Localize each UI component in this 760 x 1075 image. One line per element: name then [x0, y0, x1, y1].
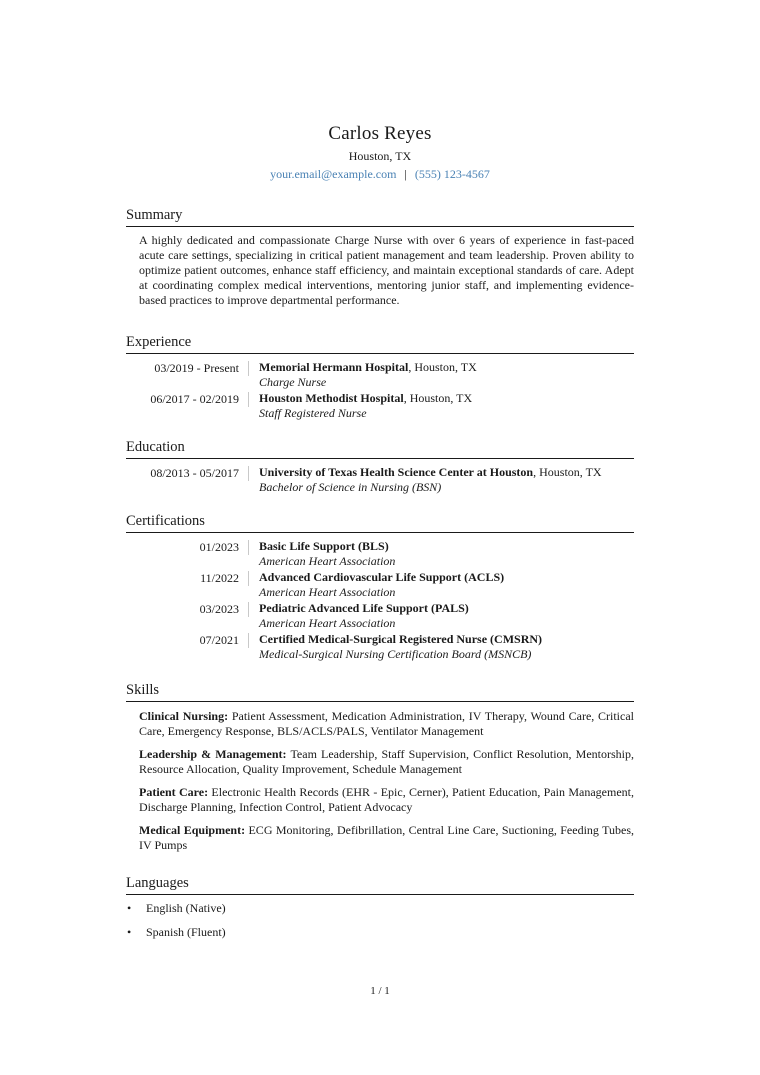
skill-list: Electronic Health Records (EHR - Epic, Cerner), Patient Education, Pain Management, Discharge Planning, Infection Control, Patient Advocacy [139, 785, 634, 814]
experience-section [126, 333, 634, 421]
page-number: 1 / 1 [370, 985, 390, 997]
email-link[interactable]: your.email@example.com [270, 167, 397, 181]
summary-section [126, 206, 634, 308]
entry-date: 08/2013 - 05/2017 [126, 466, 249, 481]
phone-link[interactable]: (555) 123-4567 [414, 167, 490, 181]
language-label: Spanish (Fluent) [146, 925, 226, 939]
contact-line [126, 166, 634, 182]
entry-location: , Houston, TX [533, 465, 602, 479]
entry-organization: Houston Methodist Hospital [259, 391, 404, 405]
experience-entry [126, 391, 634, 421]
resume-page [126, 122, 634, 949]
summary-text: A highly dedicated and compassionate Charge Nurse with over 6 years of experience in fast-paced acute care settings, specializing in critical patient management and team leadership. Proven ability to optimize patient outcomes, enhance staff efficiency, and maintain exceptional standards of care. Adept at coordinating complex medical interventions, mentoring junior staff, and implementing evidence-based practices to improve departmental performance. [139, 233, 634, 307]
section-title-certifications: Certifications [126, 512, 634, 533]
entry-location: , Houston, TX [403, 391, 473, 405]
skill-list: Patient Assessment, Medication Administration, IV Therapy, Wound Care, Critical Care, Emergency Response, BLS/ACLS/PALS, Ventilator Management [139, 709, 635, 738]
section-title-skills: Skills [126, 681, 634, 702]
language-item [126, 925, 634, 940]
certifications-section [126, 512, 634, 662]
experience-entry [126, 360, 634, 390]
bullet-icon: • [127, 925, 132, 939]
entry-date: 06/2017 - 02/2019 [126, 392, 249, 407]
certification-name: Basic Life Support (BLS) [259, 539, 389, 553]
entry-location: , Houston, TX [408, 360, 477, 374]
certification-name: Certified Medical-Surgical Registered Nurse (CMSRN) [259, 632, 543, 646]
section-title-experience: Experience [126, 333, 634, 354]
skill-list: Team Leadership, Staff Supervision, Conflict Resolution, Mentorship, Resource Allocation, Quality Improvement, Schedule Management [139, 747, 634, 776]
skill-group [139, 747, 634, 777]
skill-category: Medical Equipment: [139, 823, 246, 837]
certification-entry [126, 601, 634, 631]
skill-category: Patient Care: [139, 785, 209, 799]
certification-name: Advanced Cardiovascular Life Support (ACLS) [259, 570, 505, 584]
section-title-summary: Summary [126, 206, 634, 227]
certification-issuer: American Heart Association [259, 554, 396, 568]
skill-category: Clinical Nursing: [139, 709, 229, 723]
entry-date: 11/2022 [126, 571, 249, 586]
entry-date: 07/2021 [126, 633, 249, 648]
contact-separator: | [404, 167, 407, 181]
skill-group [139, 785, 634, 815]
skill-category: Leadership & Management: [139, 747, 287, 761]
skill-group [139, 709, 634, 739]
certification-entry [126, 570, 634, 600]
entry-role: Staff Registered Nurse [259, 406, 367, 420]
skills-section [126, 681, 634, 853]
certification-entry [126, 539, 634, 569]
entry-date: 03/2019 - Present [126, 361, 249, 376]
certification-issuer: American Heart Association [259, 585, 396, 599]
language-label: English (Native) [146, 901, 226, 915]
candidate-location: Houston, TX [348, 149, 412, 163]
certification-entry [126, 632, 634, 662]
bullet-icon: • [127, 901, 132, 915]
language-item [126, 901, 634, 916]
entry-organization: Memorial Hermann Hospital [259, 360, 409, 374]
entry-degree: Bachelor of Science in Nursing (BSN) [259, 480, 442, 494]
languages-section [126, 874, 634, 940]
entry-date: 03/2023 [126, 602, 249, 617]
certification-name: Pediatric Advanced Life Support (PALS) [259, 601, 469, 615]
entry-role: Charge Nurse [259, 375, 327, 389]
skill-list: ECG Monitoring, Defibrillation, Central Line Care, Suctioning, Feeding Tubes, IV Pumps [139, 823, 635, 852]
candidate-name: Carlos Reyes [328, 123, 432, 144]
education-entry [126, 465, 634, 495]
entry-date: 01/2023 [126, 540, 249, 555]
entry-organization: University of Texas Health Science Center at Houston [259, 465, 534, 479]
section-title-education: Education [126, 438, 634, 459]
certification-issuer: American Heart Association [259, 616, 396, 630]
certification-issuer: Medical-Surgical Nursing Certification Board (MSNCB) [259, 647, 532, 661]
education-section [126, 438, 634, 495]
section-title-languages: Languages [126, 874, 634, 895]
skill-group [139, 823, 634, 853]
